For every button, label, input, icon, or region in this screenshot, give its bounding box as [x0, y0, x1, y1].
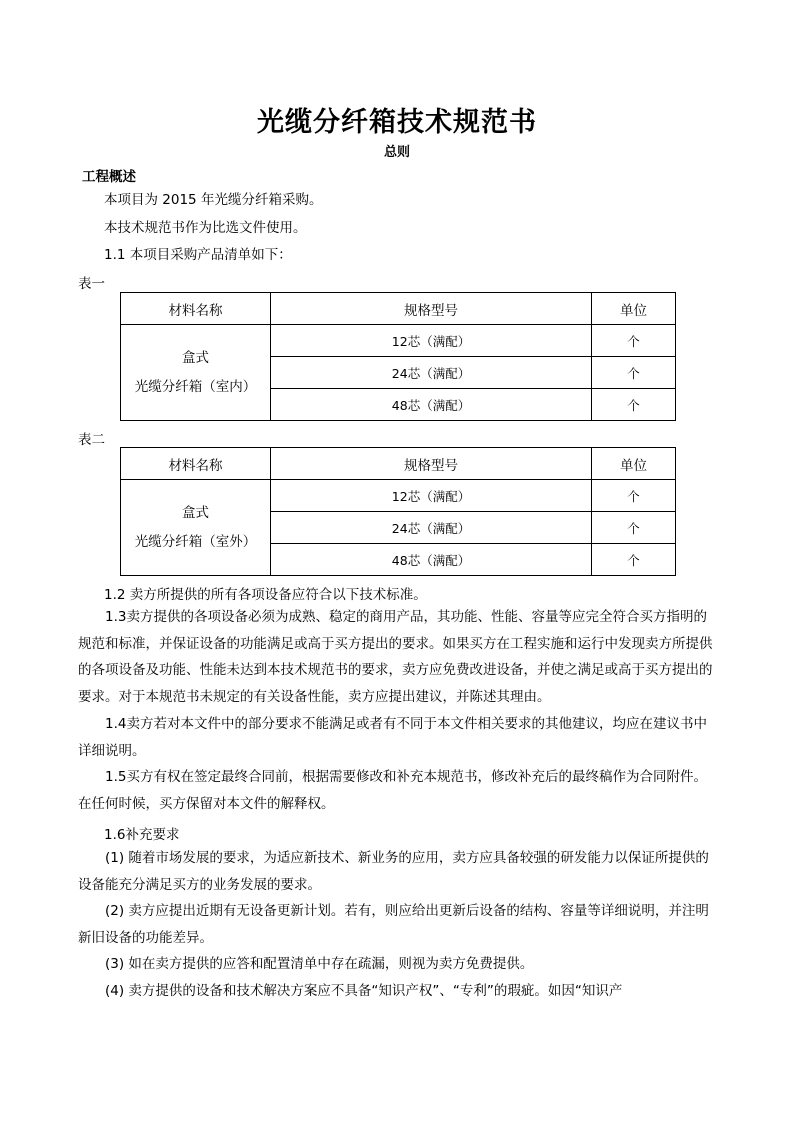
- paragraph-1-6: 1.6补充要求: [104, 827, 180, 843]
- header-spec: 规格型号: [271, 293, 592, 325]
- paragraph-1-4: 1.4卖方若对本文件中的部分要求不能满足或者有不同于本文件相关要求的其他建议，均应在建议书中详细说明。: [78, 716, 707, 759]
- material-cell: [121, 325, 271, 421]
- requirement-1: (1) 随着市场发展的要求，为适应新技术、新业务的应用，卖方应具备较强的研发能力以保证所提供的设备能充分满足买方的业务发展的要求。: [78, 850, 709, 893]
- intro-line-2: 本技术规范书作为比选文件使用。: [104, 220, 307, 236]
- material-line-2: 光缆分纤箱（室外）: [134, 533, 257, 550]
- document-subtitle: 总则: [383, 145, 410, 160]
- table-row: [121, 325, 676, 357]
- table2-label: 表二: [78, 432, 105, 448]
- unit-cell: 个: [592, 325, 676, 357]
- paragraph-1-3: 1.3卖方提供的各项设备必须为成熟、稳定的商用产品，其功能、性能、容量等应完全符合买方指明的规范和标准，并保证设备的功能满足或高于买方提出的要求。如果买方在工程实施和运行中发现卖方所提供的各项设备及功能、性能未达到本技术规范书的要求，卖方应免费改进设备，并使之满足或高于买方提出的要求。对于本规范书未规定的有关设备性能，卖方应提出建议，并陈述其理由。: [78, 609, 713, 705]
- unit-cell: 个: [592, 389, 676, 421]
- header-unit: 单位: [592, 293, 676, 325]
- spec-cell: 48芯（满配）: [271, 389, 592, 421]
- table-header-row: [121, 448, 676, 480]
- material-line-1: 盒式: [182, 349, 209, 366]
- unit-cell: 个: [592, 357, 676, 389]
- spec-cell: 24芯（满配）: [271, 512, 592, 544]
- section-heading: 工程概述: [82, 169, 136, 185]
- table-indoor: [120, 292, 676, 421]
- material-line-1: 盒式: [182, 504, 209, 521]
- table-outdoor: [120, 447, 676, 576]
- unit-cell: 个: [592, 544, 676, 576]
- table1-label: 表一: [78, 276, 105, 292]
- material-line-2: 光缆分纤箱（室内）: [134, 378, 257, 395]
- header-material: 材料名称: [121, 448, 271, 480]
- header-spec: 规格型号: [271, 448, 592, 480]
- material-cell: [121, 480, 271, 576]
- document-title: 光缆分纤箱技术规范书: [257, 107, 537, 138]
- spec-cell: 12芯（满配）: [271, 325, 592, 357]
- paragraph-1-2: 1.2 卖方所提供的所有各项设备应符合以下技术标准。: [104, 587, 427, 603]
- paragraph-1-5: 1.5买方有权在签定最终合同前，根据需要修改和补充本规范书，修改补充后的最终稿作为合同附件。在任何时候，买方保留对本文件的解释权。: [78, 769, 707, 812]
- table-header-row: [121, 293, 676, 325]
- header-material: 材料名称: [121, 293, 271, 325]
- requirement-3: (3) 如在卖方提供的应答和配置清单中存在疏漏，则视为卖方免费提供。: [105, 956, 534, 972]
- spec-cell: 12芯（满配）: [271, 480, 592, 512]
- header-unit: 单位: [592, 448, 676, 480]
- spec-cell: 24芯（满配）: [271, 357, 592, 389]
- intro-line-1: 本项目为 2015 年光缆分纤箱采购。: [104, 192, 323, 208]
- unit-cell: 个: [592, 512, 676, 544]
- unit-cell: 个: [592, 480, 676, 512]
- table-row: [121, 480, 676, 512]
- intro-line-3: 1.1 本项目采购产品清单如下：: [104, 247, 292, 263]
- requirement-4: (4) 卖方提供的设备和技术解决方案应不具备“知识产权”、“专利”的瑕疵。如因“知识产: [105, 983, 623, 999]
- spec-cell: 48芯（满配）: [271, 544, 592, 576]
- requirement-2: (2) 卖方应提出近期有无设备更新计划。若有，则应给出更新后设备的结构、容量等详细说明，并注明新旧设备的功能差异。: [78, 903, 709, 946]
